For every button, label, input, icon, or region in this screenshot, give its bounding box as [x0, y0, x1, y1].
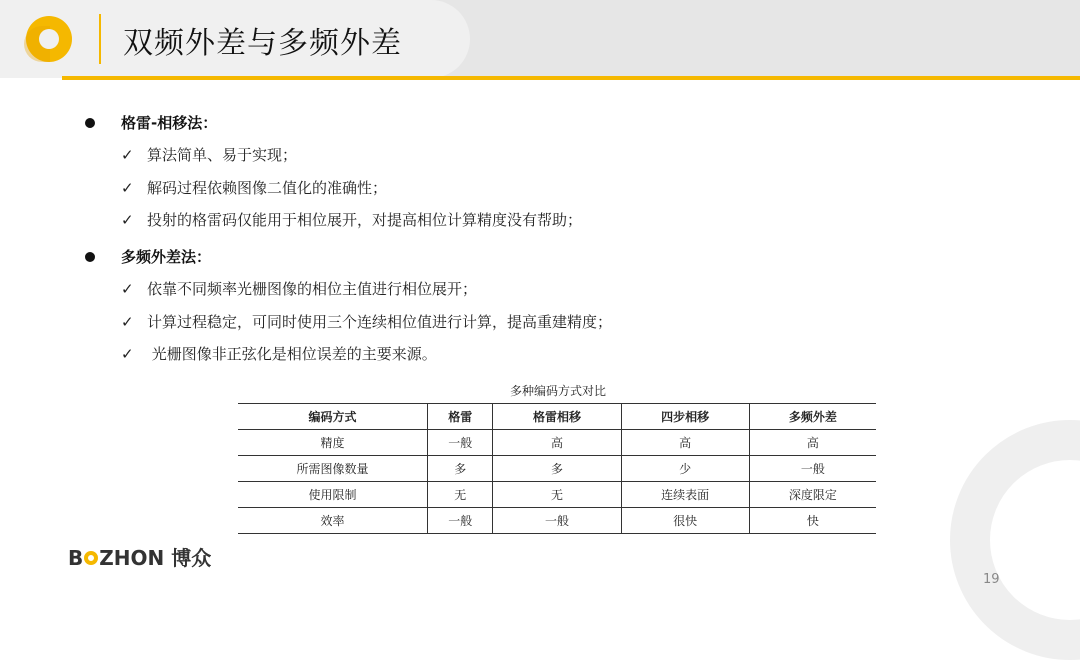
header-divider — [99, 14, 101, 64]
check-icon: ✓ — [121, 211, 134, 229]
list-item — [121, 209, 582, 230]
list-item — [121, 343, 437, 364]
list-item — [121, 177, 387, 198]
list-item — [121, 144, 297, 165]
section-heading-gray-phase — [85, 112, 217, 133]
list-item-text: 算法简单、易于实现； — [147, 146, 298, 164]
page-number: 19 — [983, 572, 1000, 587]
table-header-row — [238, 404, 876, 430]
table-cell: 无 — [493, 482, 621, 508]
list-item-text: 解码过程依赖图像二值化的准确性； — [147, 179, 388, 197]
table-header-cell: 格雷相移 — [493, 404, 621, 430]
check-icon: ✓ — [121, 146, 134, 164]
table-cell: 一般 — [749, 456, 876, 482]
decorative-arc — [950, 420, 1080, 660]
brand-text-cn: 博众 — [164, 546, 212, 570]
table-cell: 多 — [493, 456, 621, 482]
brand-o-icon — [84, 551, 98, 565]
table-header-cell: 编码方式 — [238, 404, 428, 430]
brand-text-suffix: ZHON — [99, 546, 165, 570]
table-cell: 使用限制 — [238, 482, 428, 508]
brand-logo — [68, 542, 211, 571]
table-header-cell: 四步相移 — [621, 404, 749, 430]
list-item-text: 依靠不同频率光栅图像的相位主值进行相位展开； — [147, 280, 478, 298]
table-cell: 连续表面 — [621, 482, 749, 508]
bullet-icon — [85, 118, 95, 128]
list-item — [121, 311, 612, 332]
table-cell: 一般 — [493, 508, 621, 534]
page-title: 双频外差与多频外差 — [123, 26, 402, 61]
table-cell: 精度 — [238, 430, 428, 456]
section-heading-multi-frequency — [85, 246, 211, 267]
table-caption: 多种编码方式对比 — [509, 384, 606, 398]
list-item-text: 光栅图像非正弦化是相位误差的主要来源。 — [147, 345, 437, 363]
check-icon: ✓ — [121, 345, 134, 363]
section-heading-text: 多频外差法： — [121, 248, 212, 266]
list-item-text: 投射的格雷码仅能用于相位展开，对提高相位计算精度没有帮助； — [147, 211, 583, 229]
check-icon: ✓ — [121, 313, 134, 331]
table-row — [238, 482, 876, 508]
table-cell: 高 — [749, 430, 876, 456]
list-item — [121, 278, 477, 299]
table-cell: 效率 — [238, 508, 428, 534]
table-header-cell: 多频外差 — [749, 404, 876, 430]
table-cell: 多 — [428, 456, 493, 482]
table-row — [238, 508, 876, 534]
table-cell: 少 — [621, 456, 749, 482]
table-cell: 一般 — [428, 430, 493, 456]
table-cell: 高 — [621, 430, 749, 456]
table-row — [238, 430, 876, 456]
bullet-icon — [85, 252, 95, 262]
section-heading-text: 格雷-相移法： — [121, 114, 218, 132]
table-cell: 无 — [428, 482, 493, 508]
table-header-cell: 格雷 — [428, 404, 493, 430]
table-cell: 一般 — [428, 508, 493, 534]
table-cell: 深度限定 — [749, 482, 876, 508]
check-icon: ✓ — [121, 280, 134, 298]
table-cell: 很快 — [621, 508, 749, 534]
list-item-text: 计算过程稳定，可同时使用三个连续相位值进行计算，提高重建精度； — [147, 313, 613, 331]
logo-ring-icon — [26, 16, 72, 62]
accent-line — [62, 76, 1080, 80]
table-cell: 所需图像数量 — [238, 456, 428, 482]
check-icon: ✓ — [121, 179, 134, 197]
table-row — [238, 456, 876, 482]
table-cell: 快 — [749, 508, 876, 534]
brand-text-prefix: B — [68, 546, 84, 570]
table-cell: 高 — [493, 430, 621, 456]
comparison-table — [238, 403, 876, 534]
